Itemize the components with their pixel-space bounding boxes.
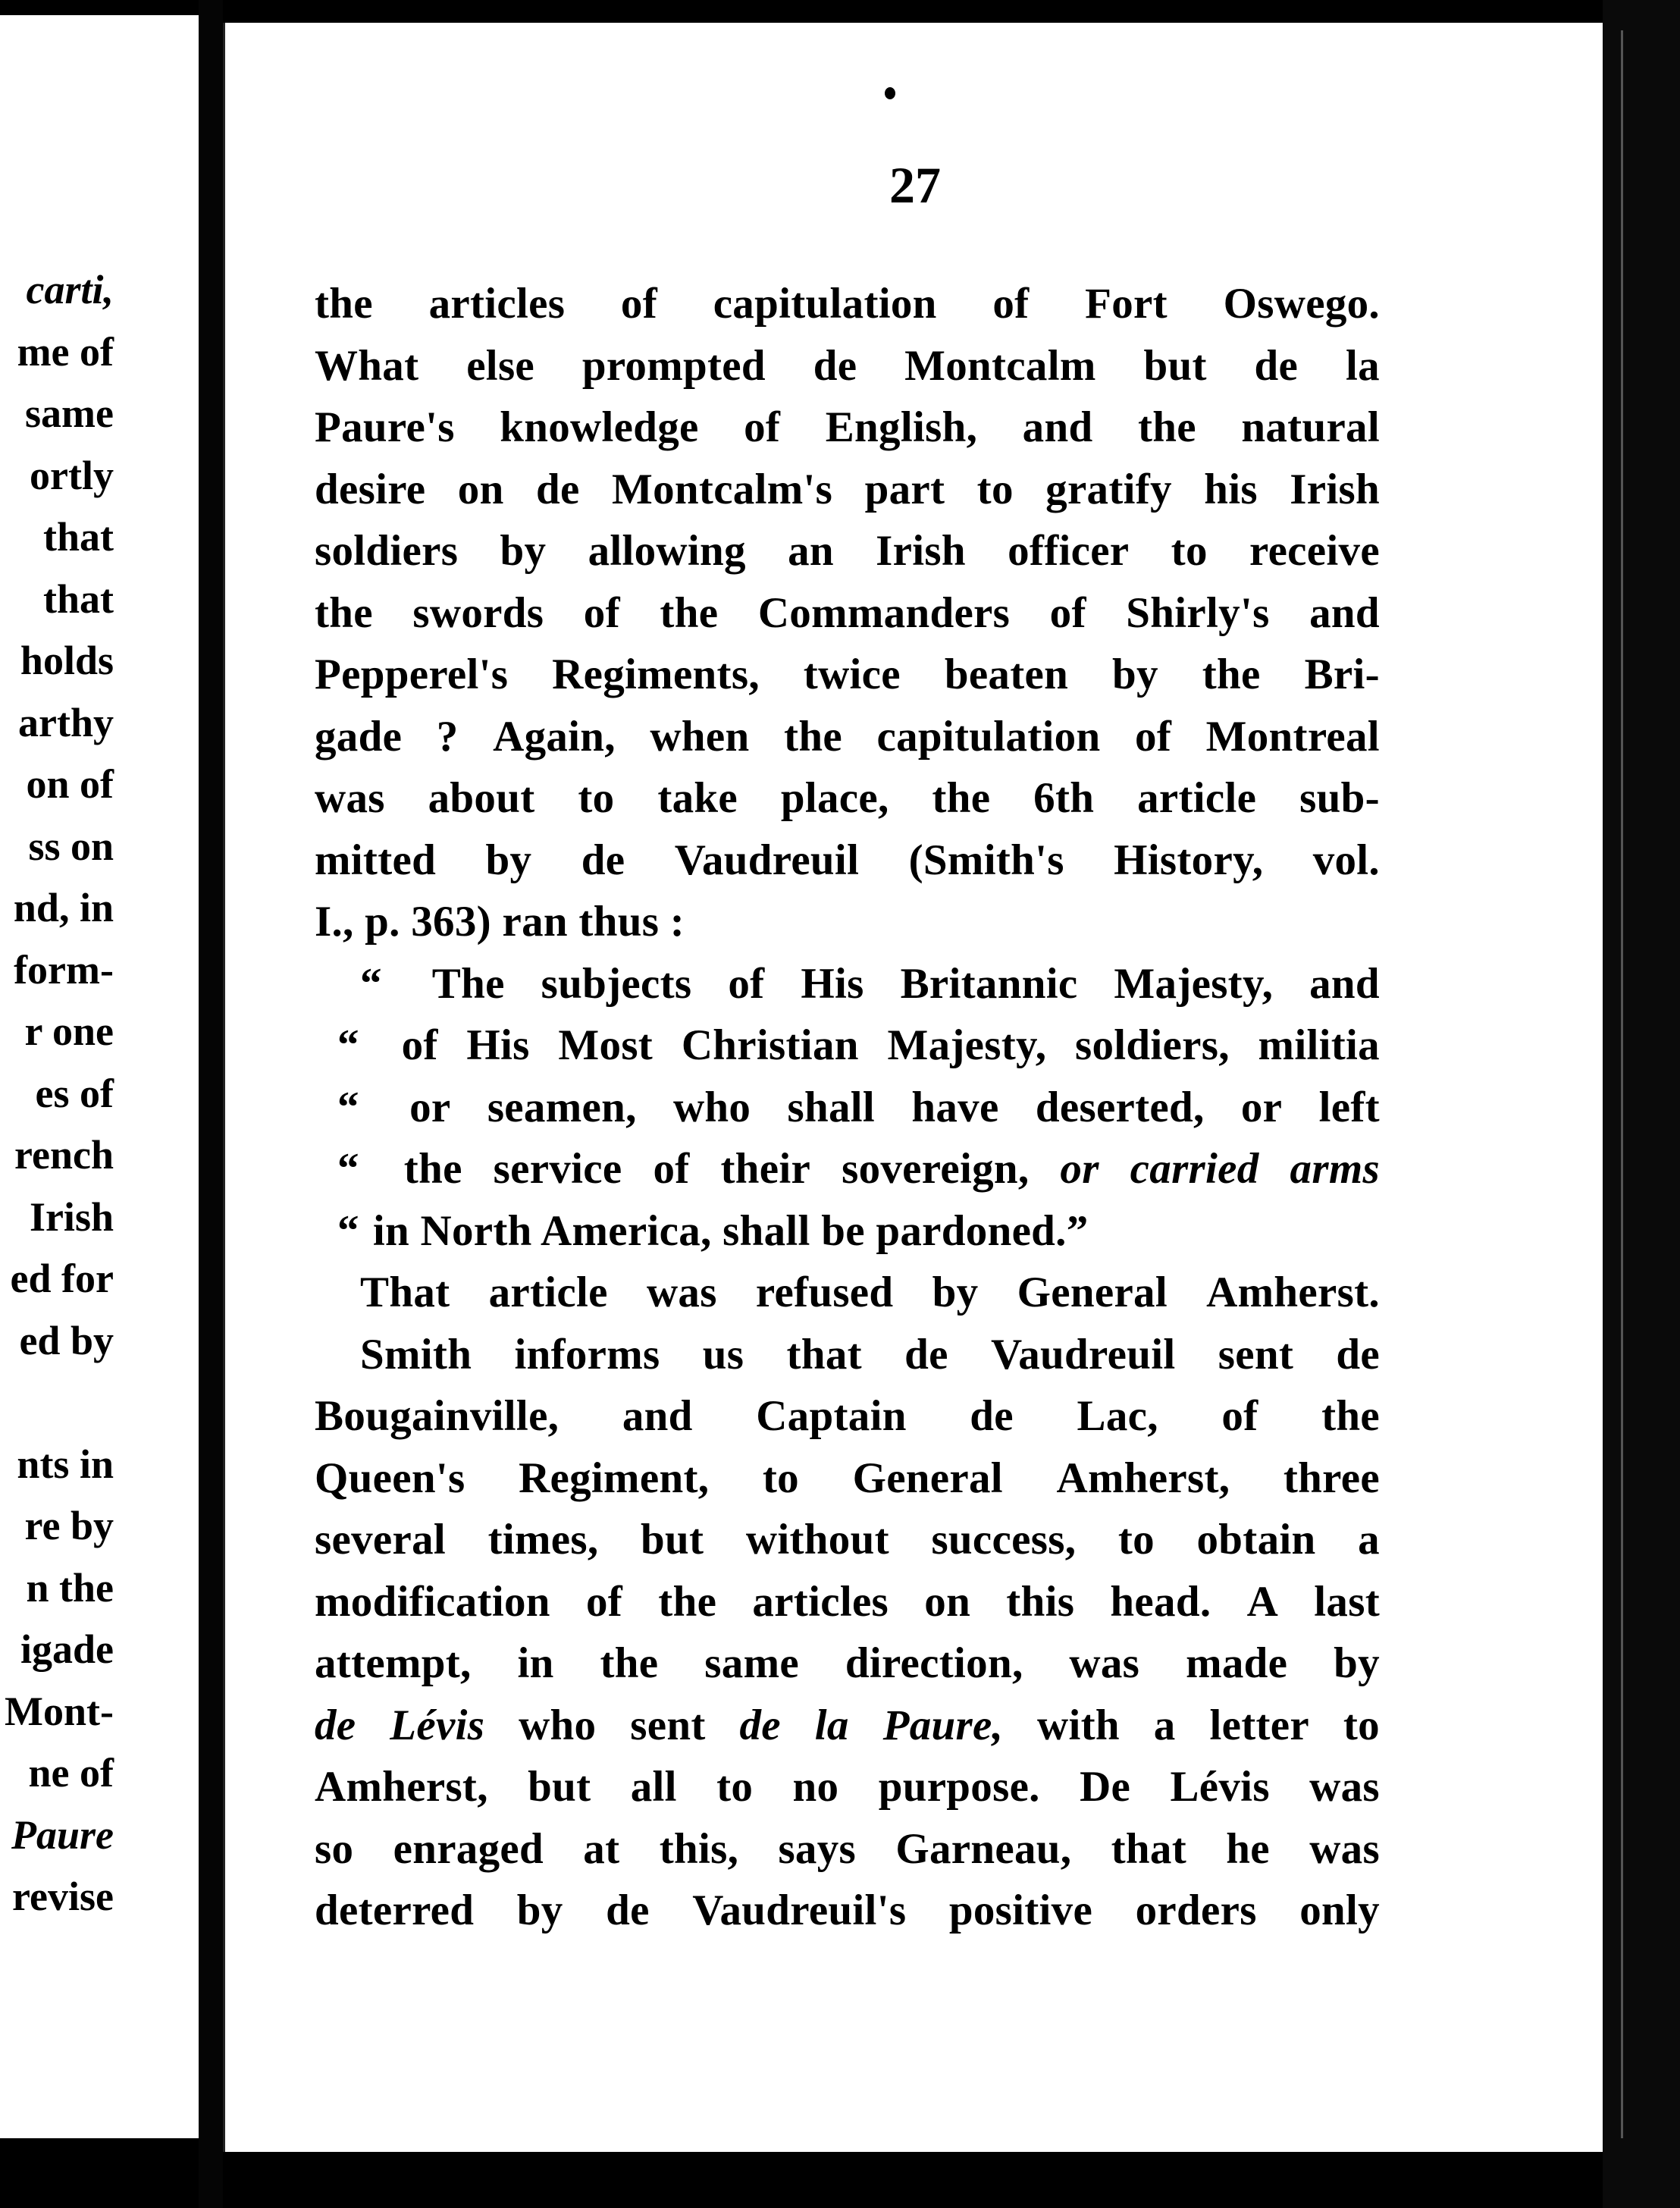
- text-line: [315, 1200, 1380, 1262]
- left-page-line: ne of: [28, 1750, 114, 1796]
- left-page-line: ss on: [28, 823, 114, 869]
- text-line: the articles of capitulation of Fort Oswego.: [315, 280, 1380, 328]
- quote-mark: “: [337, 1145, 359, 1193]
- text-line: “ or seamen, who shall have deserted, or left: [315, 1077, 1380, 1139]
- left-page-line: nts in: [17, 1441, 114, 1487]
- text-line: soldiers by allowing an Irish officer to receive: [315, 527, 1380, 575]
- text-line: modification of the articles on this head. A last: [315, 1577, 1380, 1626]
- text-line: de Lévis who sent de la Paure, with a letter to: [315, 1701, 1380, 1749]
- left-page-line: revise: [12, 1874, 114, 1919]
- left-page-line: Paure: [11, 1811, 114, 1858]
- left-page-line: ed for: [10, 1256, 114, 1301]
- page-body-text: [315, 273, 1380, 1942]
- quote-mark: “: [360, 959, 382, 1008]
- text-line: Pepperel's Regiments, twice beaten by the Bri-: [315, 651, 1380, 698]
- text-line: “ The subjects of His Britannic Majesty, and: [315, 953, 1380, 1015]
- left-page-line: same: [25, 390, 114, 436]
- previous-page-edge: [0, 15, 199, 2138]
- left-page-line: igade: [20, 1626, 114, 1672]
- text-line: several times, but without success, to obtain a: [315, 1516, 1380, 1563]
- left-page-line: ed by: [19, 1317, 114, 1363]
- page-edge-line: [1621, 30, 1623, 2138]
- left-page-line: nd, in: [13, 885, 114, 930]
- left-page-line: n the: [26, 1564, 114, 1611]
- text-line: “ the service of their sovereign, or carried arms: [315, 1138, 1380, 1200]
- line-text: I., p. 363) ran thus :: [315, 898, 685, 946]
- left-page-line: holds: [20, 638, 114, 683]
- left-page-line: r one: [24, 1008, 114, 1054]
- text-line: desire on de Montcalm's part to gratify his Irish: [315, 465, 1380, 513]
- text-line: Amherst, but all to no purpose. De Lévis was: [315, 1763, 1380, 1811]
- left-page-line: form-: [14, 946, 114, 993]
- line-text: in North America, shall be pardoned.”: [372, 1206, 1089, 1255]
- page-right-edge: [1603, 0, 1680, 2208]
- text-line: Smith informs us that de Vaudreuil sent de: [360, 1330, 1380, 1378]
- text-line: so enraged at this, says Garneau, that he was: [315, 1824, 1380, 1873]
- page-number: 27: [889, 156, 941, 214]
- text-line: mitted by de Vaudreuil (Smith's History, vol.: [315, 836, 1380, 884]
- left-page-line: Irish: [29, 1193, 114, 1240]
- left-page-line: me of: [17, 328, 114, 375]
- ink-dot: [885, 87, 895, 99]
- left-page-line: that: [43, 514, 114, 560]
- left-page-line: re by: [24, 1503, 114, 1548]
- text-line: Bougainville, and Captain de Lac, of the: [315, 1392, 1380, 1440]
- left-page-line: that: [43, 576, 114, 622]
- text-line: was about to take place, the 6th article sub-: [315, 774, 1380, 822]
- text-line: Queen's Regiment, to General Amherst, three: [315, 1454, 1380, 1502]
- text-line: attempt, in the same direction, was made by: [315, 1639, 1380, 1687]
- text-line: gade ? Again, when the capitulation of Montreal: [315, 712, 1380, 761]
- left-page-line: ortly: [30, 452, 114, 498]
- book-spine: [199, 0, 223, 2208]
- text-line: Paure's knowledge of English, and the natural: [315, 403, 1380, 451]
- left-page-line: rench: [14, 1132, 114, 1178]
- left-page-line: es of: [35, 1070, 114, 1116]
- book-page: [223, 23, 1605, 2152]
- text-line: That article was refused by General Amherst.: [360, 1269, 1380, 1316]
- text-line: What else prompted de Montcalm but de la: [315, 341, 1380, 390]
- text-line: “ of His Most Christian Majesty, soldiers, militia: [315, 1015, 1380, 1077]
- left-page-line: on of: [26, 761, 114, 807]
- left-page-line: carti,: [26, 267, 114, 312]
- quote-mark: “: [337, 1021, 359, 1069]
- text-line: [315, 891, 1380, 953]
- quote-mark: “: [337, 1083, 359, 1131]
- text-line: the swords of the Commanders of Shirly's and: [315, 588, 1380, 637]
- left-page-line: arthy: [18, 699, 114, 745]
- left-page-line: Mont-: [5, 1688, 114, 1734]
- text-line: deterred by de Vaudreuil's positive orders only: [315, 1887, 1380, 1934]
- quote-mark: “: [337, 1206, 359, 1255]
